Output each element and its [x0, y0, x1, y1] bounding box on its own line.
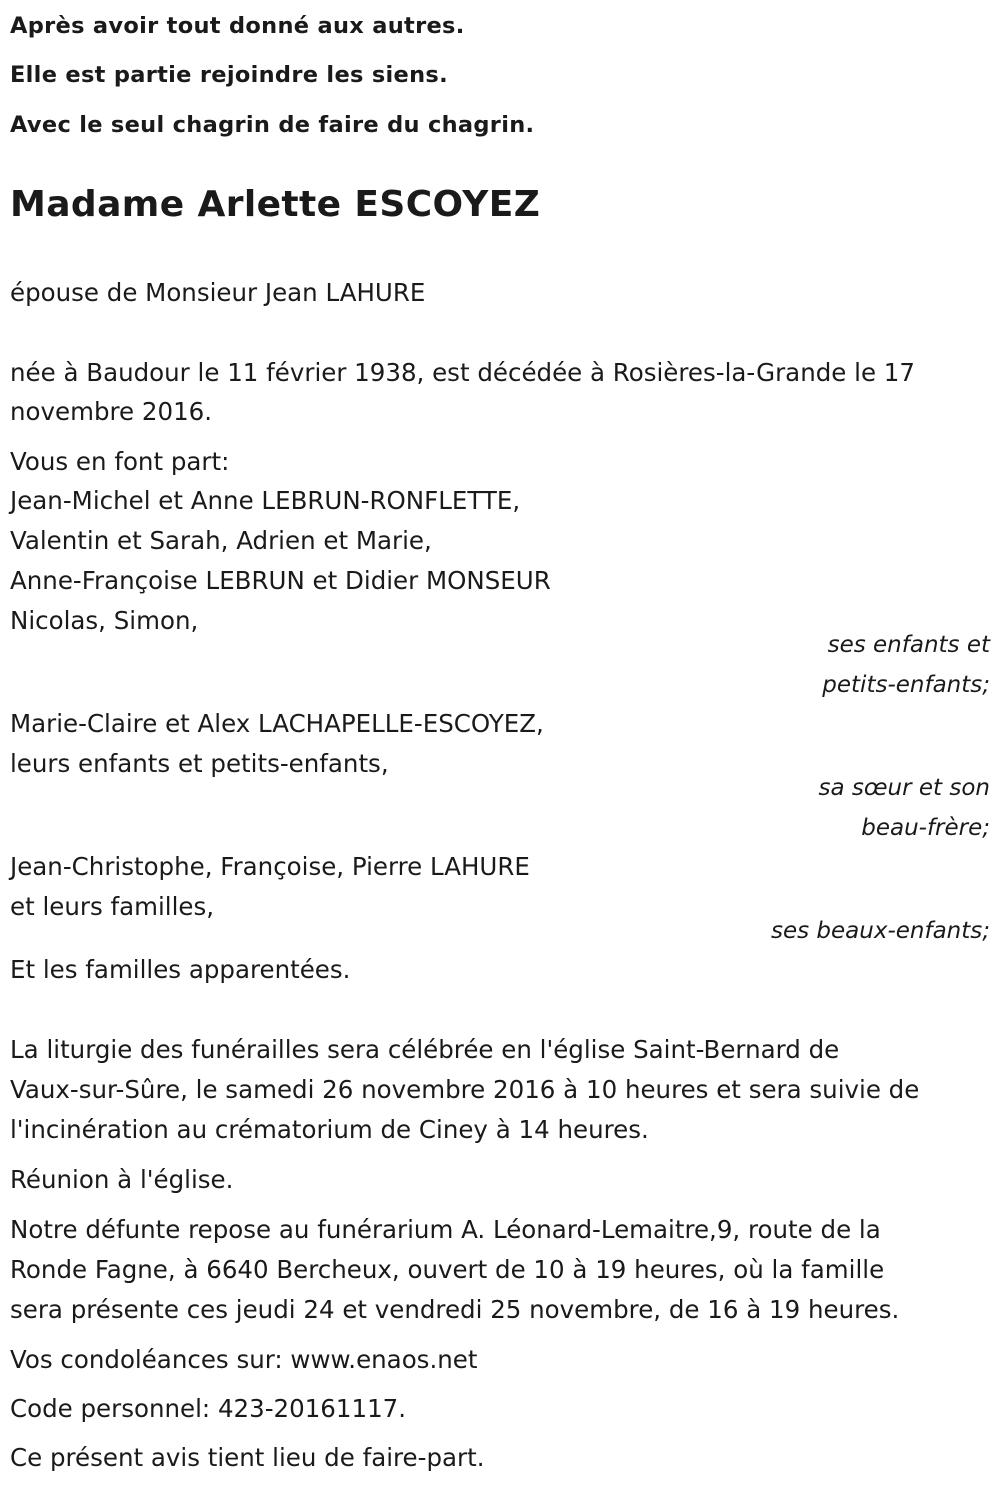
funerarium-line-1: Notre défunte repose au funérarium A. Léonard-Lemaitre,9, route de la	[10, 1215, 881, 1244]
spouse-line: épouse de Monsieur Jean LAHURE	[10, 278, 426, 307]
intro-line-2: Elle est partie rejoindre les siens.	[10, 62, 448, 88]
families-line: Et les familles apparentées.	[10, 955, 351, 984]
group3-relation-1: ses beaux-enfants;	[770, 918, 990, 944]
group1-name-1: Jean-Michel et Anne LEBRUN-RONFLETTE,	[10, 486, 521, 515]
deceased-name: Madame Arlette ESCOYEZ	[10, 184, 541, 225]
meeting-line: Réunion à l'église.	[10, 1165, 234, 1194]
liturgy-line-3: l'incinération au crématorium de Ciney à 14 heures.	[10, 1115, 649, 1144]
group2-name-1: Marie-Claire et Alex LACHAPELLE-ESCOYEZ,	[10, 709, 544, 738]
intro-line-1: Après avoir tout donné aux autres.	[10, 13, 465, 39]
closing-line: Ce présent avis tient lieu de faire-part.	[10, 1443, 485, 1472]
group1-name-3: Anne-Françoise LEBRUN et Didier MONSEUR	[10, 566, 551, 595]
group2-name-2: leurs enfants et petits-enfants,	[10, 749, 389, 778]
group3-name-1: Jean-Christophe, Françoise, Pierre LAHURE	[10, 852, 530, 881]
group2-relation-2: beau-frère;	[861, 815, 990, 841]
funerarium-line-2: Ronde Fagne, à 6640 Bercheux, ouvert de 10 à 19 heures, où la famille	[10, 1255, 885, 1284]
group1-relation-2: petits-enfants;	[822, 672, 990, 698]
funerarium-line-3: sera présente ces jeudi 24 et vendredi 25 novembre, de 16 à 19 heures.	[10, 1295, 900, 1324]
liturgy-line-1: La liturgie des funérailles sera célébrée en l'église Saint-Bernard de	[10, 1035, 840, 1064]
liturgy-line-2: Vaux-sur-Sûre, le samedi 26 novembre 2016 à 10 heures et sera suivie de	[10, 1075, 920, 1104]
birth-death-line-2: novembre 2016.	[10, 397, 213, 426]
group1-name-2: Valentin et Sarah, Adrien et Marie,	[10, 526, 432, 555]
group1-relation-1: ses enfants et	[827, 632, 990, 658]
personal-code-line: Code personnel: 423-20161117.	[10, 1394, 407, 1423]
intro-line-3: Avec le seul chagrin de faire du chagrin.	[10, 112, 535, 138]
group2-relation-1: sa sœur et son	[818, 775, 990, 801]
birth-death-line-1: née à Baudour le 11 février 1938, est décédée à Rosières-la-Grande le 17	[10, 358, 915, 387]
announce-intro: Vous en font part:	[10, 447, 230, 476]
condolences-line: Vos condoléances sur: www.enaos.net	[10, 1345, 478, 1374]
group3-name-2: et leurs familles,	[10, 892, 215, 921]
group1-name-4: Nicolas, Simon,	[10, 606, 199, 635]
